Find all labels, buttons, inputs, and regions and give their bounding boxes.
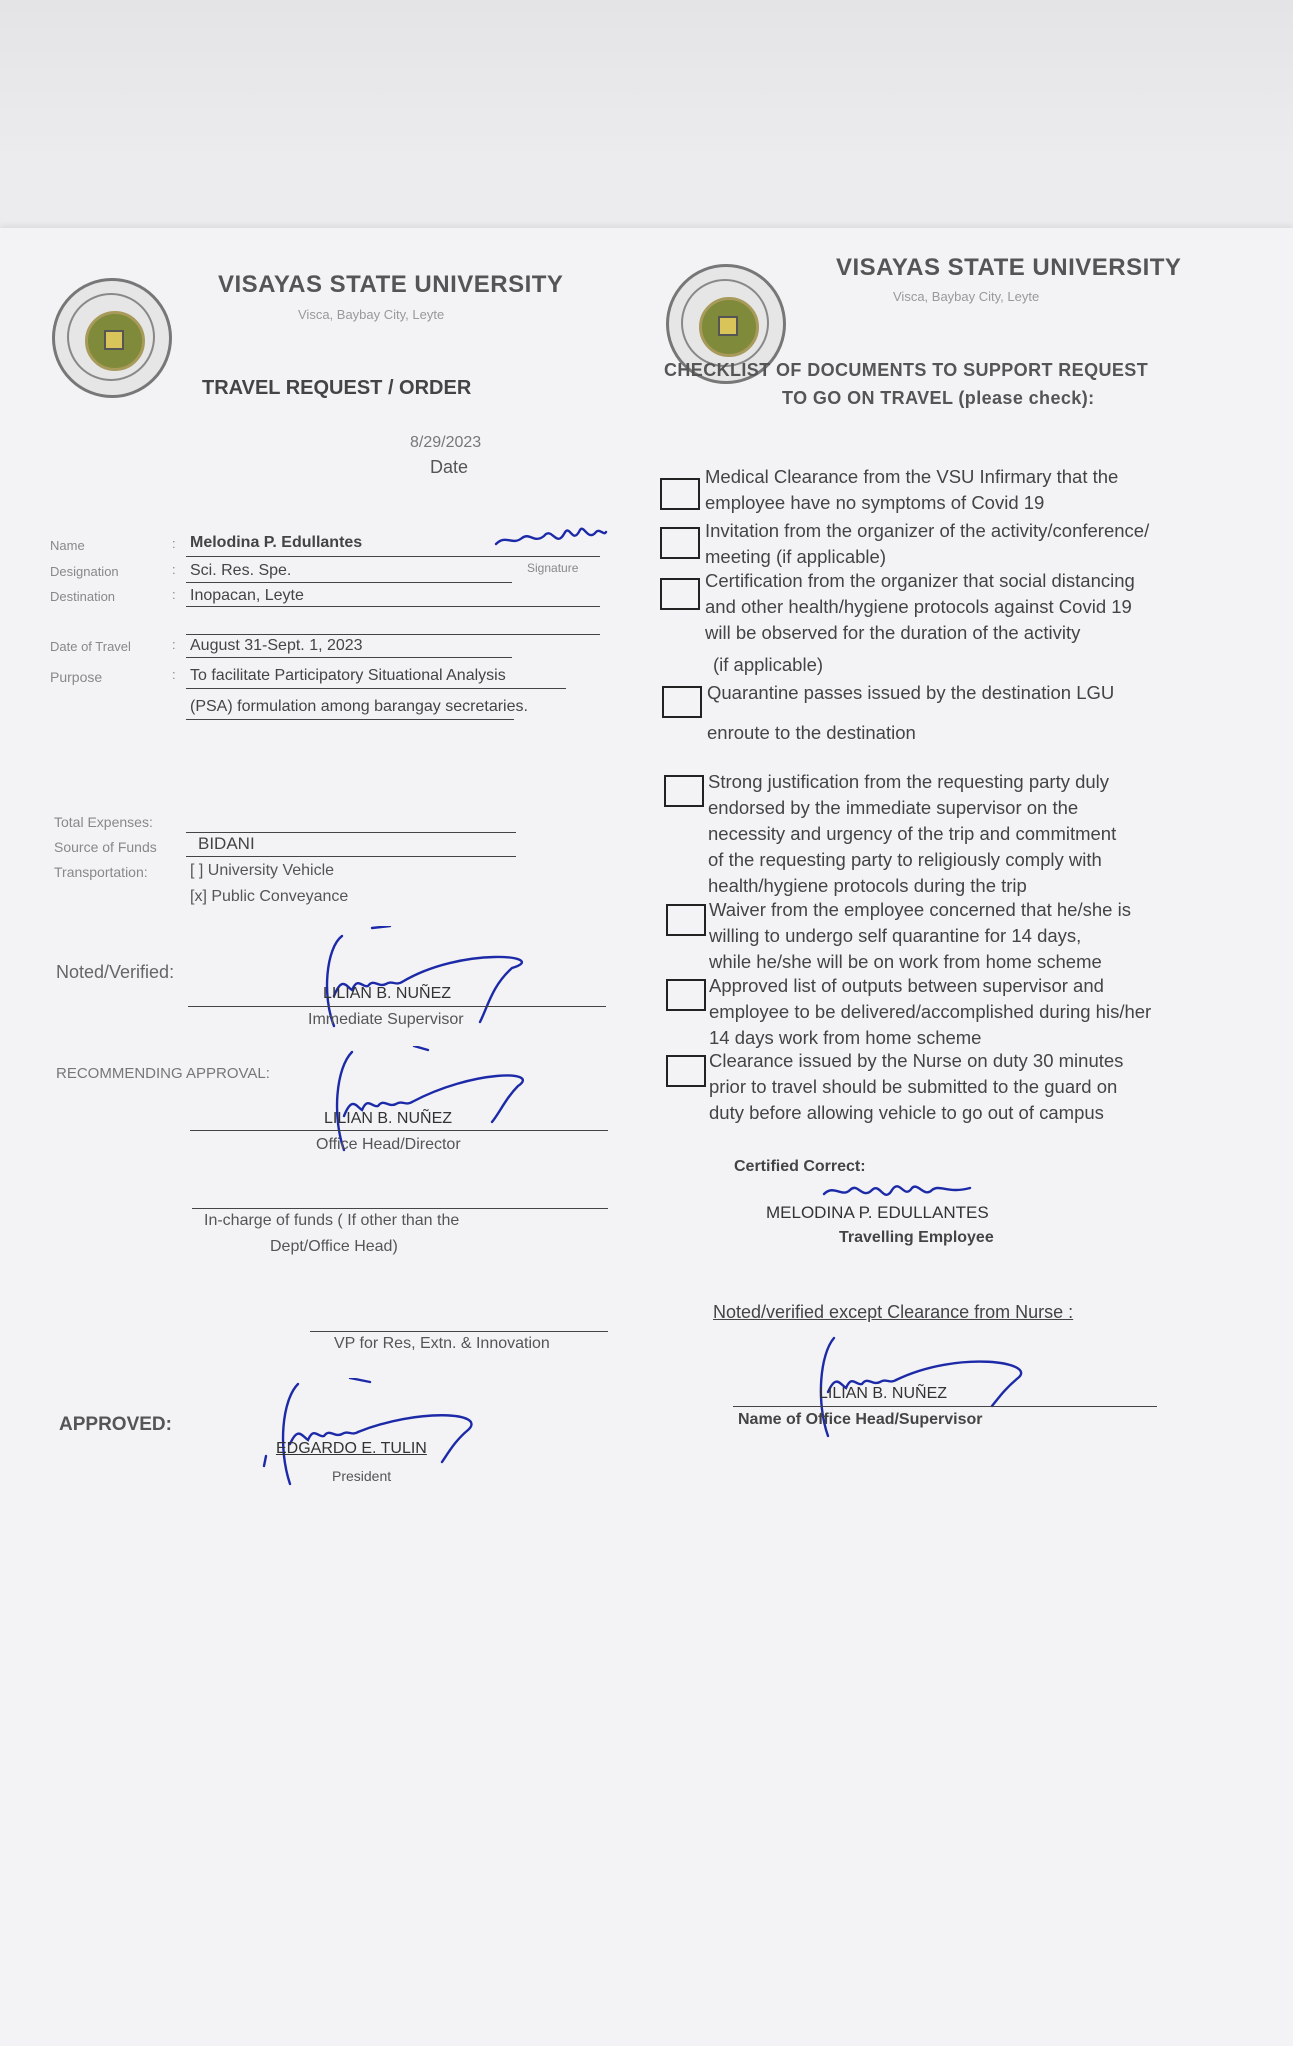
total-expenses-line (186, 832, 516, 833)
colon: : (172, 667, 176, 682)
checklist-text: Certification from the organizer that social distancing (705, 570, 1135, 591)
supervisor-title: Immediate Supervisor (308, 1011, 464, 1028)
checklist-item-waiver (709, 897, 1131, 975)
source-of-funds-label: Source of Funds (54, 839, 157, 855)
source-of-funds-value: BIDANI (198, 834, 255, 853)
checklist-text: of the requesting party to religiously comply with (708, 849, 1102, 870)
checklist-checkbox[interactable] (660, 478, 700, 510)
checklist-text: 14 days work from home scheme (709, 1027, 982, 1048)
president-title: President (332, 1468, 392, 1484)
checklist-checkbox[interactable] (666, 1055, 706, 1087)
certified-name: MELODINA P. EDULLANTES (766, 1203, 989, 1222)
checklist-title-line-1: CHECKLIST OF DOCUMENTS TO SUPPORT REQUEST (664, 360, 1149, 380)
destination-line (186, 606, 600, 607)
supervisor-line (188, 1006, 606, 1007)
checklist-text: willing to undergo self quarantine for 14 days, (709, 925, 1082, 946)
date-of-travel-value: August 31-Sept. 1, 2023 (190, 637, 363, 654)
university-seal-icon (52, 278, 172, 398)
checklist-text: Quarantine passes issued by the destination LGU (707, 682, 1115, 703)
checklist-text: Invitation from the organizer of the activity/conference/ (705, 520, 1150, 541)
purpose-line-2: (PSA) formulation among barangay secretaries. (190, 698, 528, 715)
checklist-text: health/hygiene protocols during the trip (708, 875, 1027, 896)
destination-line-2 (186, 634, 600, 635)
president-signature (258, 1378, 538, 1488)
checklist-item-invitation (705, 518, 1149, 570)
vp-line (310, 1331, 608, 1332)
checklist-text: will be observed for the duration of the activity (705, 622, 1081, 643)
colon: : (172, 536, 176, 551)
supervisor-name: LILIAN B. NUÑEZ (323, 985, 452, 1002)
date-label: Date (430, 457, 469, 477)
university-name-right: VISAYAS STATE UNIVERSITY (836, 254, 1182, 281)
checklist-text: duty before allowing vehicle to go out of campus (709, 1102, 1104, 1123)
designation-value: Sci. Res. Spe. (190, 562, 292, 579)
university-address-right: Visca, Baybay City, Leyte (893, 289, 1040, 304)
recommending-approval-label: RECOMMENDING APPROVAL: (56, 1065, 270, 1082)
certified-title: Travelling Employee (839, 1229, 994, 1246)
checklist-text: Approved list of outputs between supervisor and (709, 975, 1104, 996)
checklist-text: prior to travel should be submitted to the guard on (709, 1076, 1118, 1097)
checklist-text: Medical Clearance from the VSU Infirmary that the (705, 466, 1119, 487)
designation-label: Designation (50, 564, 119, 579)
checklist-checkbox[interactable] (660, 578, 700, 610)
employee-signature (494, 518, 609, 558)
transport-option-public-conveyance: [x] Public Conveyance (190, 888, 349, 905)
incharge-line (192, 1208, 608, 1209)
certified-correct-label: Certified Correct: (734, 1158, 866, 1175)
checklist-text: employee to be delivered/accomplished during his/her (709, 1001, 1152, 1022)
destination-value: Inopacan, Leyte (190, 587, 304, 604)
checklist-text: (if applicable) (713, 654, 824, 675)
total-expenses-label: Total Expenses: (54, 814, 153, 830)
colon: : (172, 562, 176, 577)
transport-option-university-vehicle: [ ] University Vehicle (190, 862, 335, 879)
checklist-text: necessity and urgency of the trip and commitment (708, 823, 1117, 844)
purpose-line-1: To facilitate Participatory Situational Analysis (190, 667, 506, 684)
checklist-item-approved-outputs (709, 973, 1151, 1051)
checklist-checkbox[interactable] (664, 775, 704, 807)
checklist-item-strong-justification (708, 769, 1116, 899)
president-name: EDGARDO E. TULIN (276, 1440, 427, 1457)
date-value: 8/29/2023 (410, 434, 482, 451)
travel-request-form (0, 228, 1293, 2046)
incharge-label-line-1: In-charge of funds ( If other than the (204, 1212, 460, 1229)
date-of-travel-line (186, 657, 512, 658)
approved-label: APPROVED: (59, 1414, 172, 1435)
checklist-text: Clearance issued by the Nurse on duty 30 minutes (709, 1050, 1124, 1071)
checklist-item-nurse-clearance (709, 1048, 1123, 1126)
checklist-item-medical-clearance (705, 464, 1118, 516)
checklist-title-line-2: TO GO ON TRAVEL (please check): (782, 388, 1095, 408)
checklist-checkbox[interactable] (662, 686, 702, 718)
director-title: Office Head/Director (316, 1136, 461, 1153)
date-of-travel-label: Date of Travel (50, 639, 131, 654)
transportation-label: Transportation: (54, 864, 148, 880)
destination-label: Destination (50, 589, 116, 604)
checklist-text: meeting (if applicable) (705, 546, 886, 567)
purpose-underline-1 (186, 688, 566, 689)
signature-label: Signature (527, 561, 579, 575)
checklist-text (707, 706, 1114, 720)
noted-except-nurse-label: Noted/verified except Clearance from Nurse : (713, 1302, 1074, 1322)
checklist-text: endorsed by the immediate supervisor on the (708, 797, 1079, 818)
noted-verified-label: Noted/Verified: (56, 962, 175, 982)
purpose-underline-2 (186, 719, 514, 720)
colon: : (172, 587, 176, 602)
university-address: Visca, Baybay City, Leyte (298, 307, 445, 322)
checklist-checkbox[interactable] (666, 904, 706, 936)
name-value: Melodina P. Edullantes (190, 534, 363, 551)
university-name: VISAYAS STATE UNIVERSITY (218, 271, 564, 298)
vp-label: VP for Res, Extn. & Innovation (334, 1335, 550, 1352)
director-line (190, 1130, 608, 1131)
office-head-title: Name of Office Head/Supervisor (738, 1411, 983, 1428)
director-name: LILIAN B. NUÑEZ (324, 1110, 453, 1127)
purpose-label: Purpose (50, 669, 103, 685)
checklist-item-quarantine-passes (707, 680, 1114, 746)
checklist-checkbox[interactable] (660, 527, 700, 559)
checklist-text: Waiver from the employee concerned that he/she is (709, 899, 1131, 920)
form-title: TRAVEL REQUEST / ORDER (202, 377, 472, 399)
colon: : (172, 637, 176, 652)
checklist-item-certification (705, 568, 1135, 678)
incharge-label-line-2: Dept/Office Head) (270, 1238, 398, 1255)
checklist-text: enroute to the destination (707, 722, 916, 743)
checklist-text: and other health/hygiene protocols against Covid 19 (705, 596, 1132, 617)
office-head-line (733, 1406, 1157, 1407)
office-head-name: LILIAN B. NUÑEZ (819, 1385, 948, 1402)
checklist-text: while he/she will be on work from home scheme (709, 951, 1102, 972)
checklist-text: employee have no symptoms of Covid 19 (705, 492, 1045, 513)
designation-line (186, 582, 512, 583)
checklist-text: Strong justification from the requesting party duly (708, 771, 1110, 792)
source-of-funds-line (186, 856, 516, 857)
name-label: Name (50, 538, 85, 553)
checklist-checkbox[interactable] (666, 979, 706, 1011)
